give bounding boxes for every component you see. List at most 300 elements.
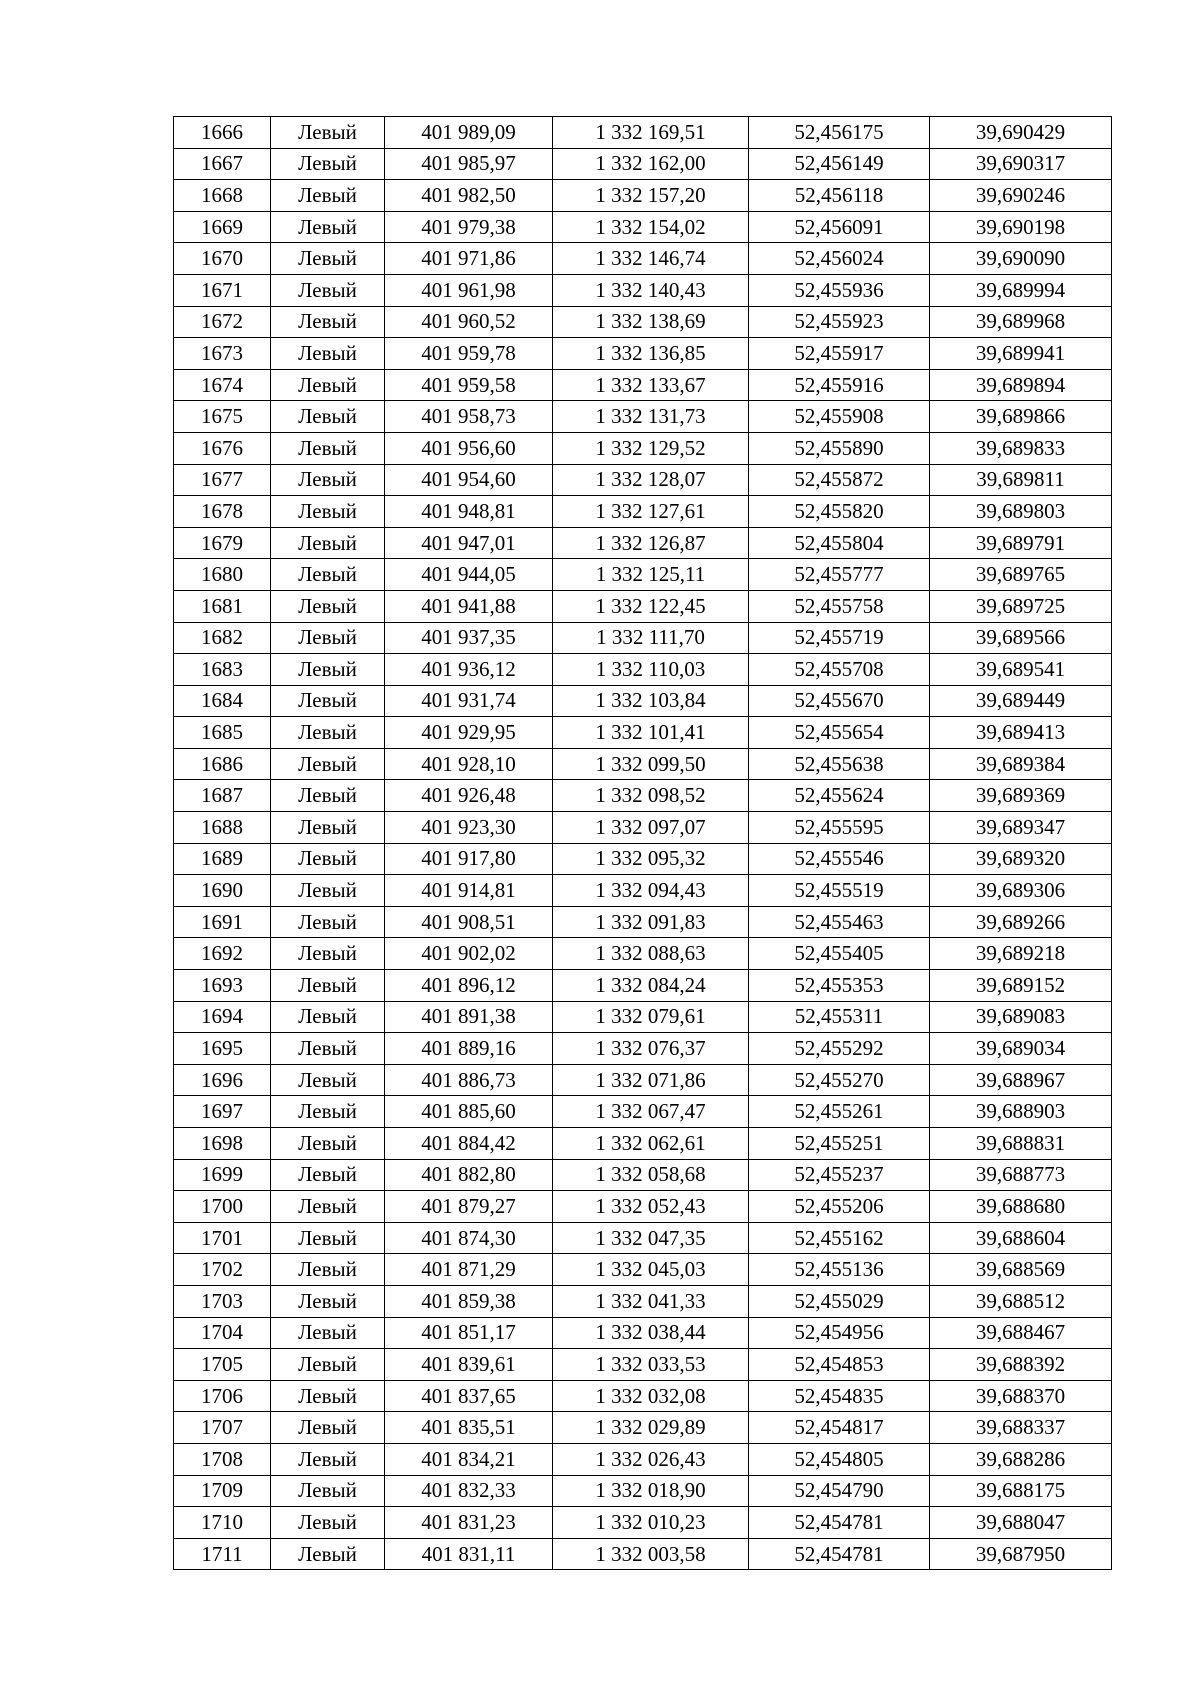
latitude-cell: 52,455820 [749,496,930,528]
table-body [174,117,1112,1570]
side-cell: Левый [271,180,385,212]
latitude-cell: 52,455029 [749,1285,930,1317]
point-number-cell: 1686 [174,748,271,780]
table-row [174,970,1112,1002]
side-cell: Левый [271,1222,385,1254]
table-row [174,622,1112,654]
longitude-cell: 39,689218 [930,938,1112,970]
longitude-cell: 39,688337 [930,1412,1112,1444]
y-coordinate-cell: 1 332 026,43 [553,1443,749,1475]
longitude-cell: 39,688903 [930,1096,1112,1128]
x-coordinate-cell: 401 937,35 [385,622,553,654]
side-cell: Левый [271,1064,385,1096]
point-number-cell: 1669 [174,211,271,243]
latitude-cell: 52,455311 [749,1001,930,1033]
table-row [174,1033,1112,1065]
longitude-cell: 39,688512 [930,1285,1112,1317]
y-coordinate-cell: 1 332 032,08 [553,1380,749,1412]
side-cell: Левый [271,369,385,401]
point-number-cell: 1707 [174,1412,271,1444]
latitude-cell: 52,455463 [749,906,930,938]
point-number-cell: 1673 [174,338,271,370]
latitude-cell: 52,454805 [749,1443,930,1475]
y-coordinate-cell: 1 332 038,44 [553,1317,749,1349]
longitude-cell: 39,688569 [930,1254,1112,1286]
longitude-cell: 39,689449 [930,685,1112,717]
latitude-cell: 52,455670 [749,685,930,717]
longitude-cell: 39,687950 [930,1538,1112,1570]
point-number-cell: 1704 [174,1317,271,1349]
table-row [174,1222,1112,1254]
side-cell: Левый [271,211,385,243]
table-row [174,1064,1112,1096]
latitude-cell: 52,455804 [749,527,930,559]
x-coordinate-cell: 401 954,60 [385,464,553,496]
x-coordinate-cell: 401 884,42 [385,1128,553,1160]
y-coordinate-cell: 1 332 169,51 [553,117,749,149]
side-cell: Левый [271,527,385,559]
table-row [174,1159,1112,1191]
side-cell: Левый [271,843,385,875]
x-coordinate-cell: 401 889,16 [385,1033,553,1065]
latitude-cell: 52,456024 [749,243,930,275]
table-row [174,654,1112,686]
latitude-cell: 52,455923 [749,306,930,338]
y-coordinate-cell: 1 332 062,61 [553,1128,749,1160]
longitude-cell: 39,689725 [930,590,1112,622]
y-coordinate-cell: 1 332 128,07 [553,464,749,496]
longitude-cell: 39,689384 [930,748,1112,780]
latitude-cell: 52,454781 [749,1538,930,1570]
point-number-cell: 1709 [174,1475,271,1507]
y-coordinate-cell: 1 332 122,45 [553,590,749,622]
x-coordinate-cell: 401 834,21 [385,1443,553,1475]
table-row [174,685,1112,717]
table-row [174,1443,1112,1475]
side-cell: Левый [271,1507,385,1539]
x-coordinate-cell: 401 941,88 [385,590,553,622]
point-number-cell: 1678 [174,496,271,528]
latitude-cell: 52,455638 [749,748,930,780]
y-coordinate-cell: 1 332 162,00 [553,148,749,180]
point-number-cell: 1710 [174,1507,271,1539]
latitude-cell: 52,455936 [749,274,930,306]
y-coordinate-cell: 1 332 103,84 [553,685,749,717]
latitude-cell: 52,454817 [749,1412,930,1444]
y-coordinate-cell: 1 332 157,20 [553,180,749,212]
side-cell: Левый [271,1159,385,1191]
latitude-cell: 52,455908 [749,401,930,433]
point-number-cell: 1667 [174,148,271,180]
table-row [174,274,1112,306]
table-row [174,1475,1112,1507]
table-row [174,1001,1112,1033]
point-number-cell: 1677 [174,464,271,496]
table-row [174,1285,1112,1317]
table-row [174,148,1112,180]
side-cell: Левый [271,243,385,275]
x-coordinate-cell: 401 874,30 [385,1222,553,1254]
longitude-cell: 39,689866 [930,401,1112,433]
longitude-cell: 39,690317 [930,148,1112,180]
latitude-cell: 52,455719 [749,622,930,654]
latitude-cell: 52,455519 [749,875,930,907]
y-coordinate-cell: 1 332 047,35 [553,1222,749,1254]
table-row [174,369,1112,401]
longitude-cell: 39,690090 [930,243,1112,275]
longitude-cell: 39,688286 [930,1443,1112,1475]
longitude-cell: 39,689566 [930,622,1112,654]
longitude-cell: 39,690246 [930,180,1112,212]
y-coordinate-cell: 1 332 018,90 [553,1475,749,1507]
side-cell: Левый [271,1349,385,1381]
x-coordinate-cell: 401 891,38 [385,1001,553,1033]
point-number-cell: 1680 [174,559,271,591]
y-coordinate-cell: 1 332 138,69 [553,306,749,338]
side-cell: Левый [271,717,385,749]
point-number-cell: 1692 [174,938,271,970]
x-coordinate-cell: 401 961,98 [385,274,553,306]
point-number-cell: 1696 [174,1064,271,1096]
side-cell: Левый [271,148,385,180]
x-coordinate-cell: 401 959,78 [385,338,553,370]
table-row [174,1538,1112,1570]
x-coordinate-cell: 401 956,60 [385,432,553,464]
x-coordinate-cell: 401 835,51 [385,1412,553,1444]
latitude-cell: 52,454790 [749,1475,930,1507]
side-cell: Левый [271,875,385,907]
x-coordinate-cell: 401 871,29 [385,1254,553,1286]
point-number-cell: 1676 [174,432,271,464]
point-number-cell: 1685 [174,717,271,749]
y-coordinate-cell: 1 332 076,37 [553,1033,749,1065]
side-cell: Левый [271,274,385,306]
longitude-cell: 39,688967 [930,1064,1112,1096]
y-coordinate-cell: 1 332 052,43 [553,1191,749,1223]
side-cell: Левый [271,1254,385,1286]
table-row [174,1128,1112,1160]
latitude-cell: 52,456175 [749,117,930,149]
side-cell: Левый [271,1412,385,1444]
longitude-cell: 39,689765 [930,559,1112,591]
side-cell: Левый [271,1096,385,1128]
point-number-cell: 1681 [174,590,271,622]
y-coordinate-cell: 1 332 095,32 [553,843,749,875]
coordinates-table [173,116,1112,1570]
x-coordinate-cell: 401 851,17 [385,1317,553,1349]
y-coordinate-cell: 1 332 125,11 [553,559,749,591]
y-coordinate-cell: 1 332 079,61 [553,1001,749,1033]
side-cell: Левый [271,1033,385,1065]
side-cell: Левый [271,780,385,812]
point-number-cell: 1708 [174,1443,271,1475]
point-number-cell: 1688 [174,812,271,844]
longitude-cell: 39,690198 [930,211,1112,243]
point-number-cell: 1690 [174,875,271,907]
table-row [174,875,1112,907]
longitude-cell: 39,689266 [930,906,1112,938]
side-cell: Левый [271,559,385,591]
longitude-cell: 39,688370 [930,1380,1112,1412]
latitude-cell: 52,455353 [749,970,930,1002]
side-cell: Левый [271,590,385,622]
y-coordinate-cell: 1 332 058,68 [553,1159,749,1191]
latitude-cell: 52,455270 [749,1064,930,1096]
side-cell: Левый [271,938,385,970]
side-cell: Левый [271,906,385,938]
point-number-cell: 1672 [174,306,271,338]
side-cell: Левый [271,970,385,1002]
y-coordinate-cell: 1 332 133,67 [553,369,749,401]
point-number-cell: 1679 [174,527,271,559]
x-coordinate-cell: 401 859,38 [385,1285,553,1317]
side-cell: Левый [271,496,385,528]
longitude-cell: 39,689034 [930,1033,1112,1065]
latitude-cell: 52,456091 [749,211,930,243]
table-row [174,180,1112,212]
y-coordinate-cell: 1 332 136,85 [553,338,749,370]
x-coordinate-cell: 401 896,12 [385,970,553,1002]
point-number-cell: 1695 [174,1033,271,1065]
table-row [174,211,1112,243]
x-coordinate-cell: 401 936,12 [385,654,553,686]
table-row [174,464,1112,496]
side-cell: Левый [271,1538,385,1570]
point-number-cell: 1702 [174,1254,271,1286]
table-row [174,559,1112,591]
x-coordinate-cell: 401 948,81 [385,496,553,528]
point-number-cell: 1675 [174,401,271,433]
y-coordinate-cell: 1 332 010,23 [553,1507,749,1539]
side-cell: Левый [271,1380,385,1412]
longitude-cell: 39,689803 [930,496,1112,528]
y-coordinate-cell: 1 332 140,43 [553,274,749,306]
side-cell: Левый [271,401,385,433]
point-number-cell: 1698 [174,1128,271,1160]
side-cell: Левый [271,117,385,149]
longitude-cell: 39,688047 [930,1507,1112,1539]
point-number-cell: 1687 [174,780,271,812]
y-coordinate-cell: 1 332 003,58 [553,1538,749,1570]
longitude-cell: 39,689941 [930,338,1112,370]
x-coordinate-cell: 401 886,73 [385,1064,553,1096]
x-coordinate-cell: 401 944,05 [385,559,553,591]
point-number-cell: 1670 [174,243,271,275]
latitude-cell: 52,455261 [749,1096,930,1128]
y-coordinate-cell: 1 332 029,89 [553,1412,749,1444]
x-coordinate-cell: 401 971,86 [385,243,553,275]
y-coordinate-cell: 1 332 126,87 [553,527,749,559]
y-coordinate-cell: 1 332 067,47 [553,1096,749,1128]
longitude-cell: 39,689320 [930,843,1112,875]
y-coordinate-cell: 1 332 101,41 [553,717,749,749]
longitude-cell: 39,688604 [930,1222,1112,1254]
table-row [174,527,1112,559]
y-coordinate-cell: 1 332 146,74 [553,243,749,275]
x-coordinate-cell: 401 928,10 [385,748,553,780]
table-row [174,243,1112,275]
latitude-cell: 52,455917 [749,338,930,370]
latitude-cell: 52,455251 [749,1128,930,1160]
y-coordinate-cell: 1 332 045,03 [553,1254,749,1286]
y-coordinate-cell: 1 332 110,03 [553,654,749,686]
point-number-cell: 1684 [174,685,271,717]
x-coordinate-cell: 401 885,60 [385,1096,553,1128]
x-coordinate-cell: 401 837,65 [385,1380,553,1412]
table-row [174,117,1112,149]
latitude-cell: 52,455708 [749,654,930,686]
y-coordinate-cell: 1 332 111,70 [553,622,749,654]
side-cell: Левый [271,1475,385,1507]
latitude-cell: 52,455595 [749,812,930,844]
y-coordinate-cell: 1 332 091,83 [553,906,749,938]
point-number-cell: 1701 [174,1222,271,1254]
point-number-cell: 1706 [174,1380,271,1412]
latitude-cell: 52,455916 [749,369,930,401]
y-coordinate-cell: 1 332 154,02 [553,211,749,243]
y-coordinate-cell: 1 332 097,07 [553,812,749,844]
x-coordinate-cell: 401 958,73 [385,401,553,433]
point-number-cell: 1674 [174,369,271,401]
x-coordinate-cell: 401 879,27 [385,1191,553,1223]
latitude-cell: 52,455872 [749,464,930,496]
table-row [174,1380,1112,1412]
x-coordinate-cell: 401 929,95 [385,717,553,749]
longitude-cell: 39,689152 [930,970,1112,1002]
side-cell: Левый [271,622,385,654]
latitude-cell: 52,455405 [749,938,930,970]
side-cell: Левый [271,1443,385,1475]
table-row [174,590,1112,622]
latitude-cell: 52,454956 [749,1317,930,1349]
x-coordinate-cell: 401 960,52 [385,306,553,338]
x-coordinate-cell: 401 902,02 [385,938,553,970]
table-row [174,812,1112,844]
y-coordinate-cell: 1 332 127,61 [553,496,749,528]
table-row [174,1254,1112,1286]
longitude-cell: 39,689833 [930,432,1112,464]
y-coordinate-cell: 1 332 071,86 [553,1064,749,1096]
table-row [174,906,1112,938]
longitude-cell: 39,689413 [930,717,1112,749]
point-number-cell: 1689 [174,843,271,875]
x-coordinate-cell: 401 947,01 [385,527,553,559]
table-row [174,1507,1112,1539]
latitude-cell: 52,455654 [749,717,930,749]
point-number-cell: 1699 [174,1159,271,1191]
latitude-cell: 52,455890 [749,432,930,464]
longitude-cell: 39,689811 [930,464,1112,496]
x-coordinate-cell: 401 832,33 [385,1475,553,1507]
y-coordinate-cell: 1 332 094,43 [553,875,749,907]
side-cell: Левый [271,1191,385,1223]
table-row [174,1412,1112,1444]
x-coordinate-cell: 401 979,38 [385,211,553,243]
latitude-cell: 52,455206 [749,1191,930,1223]
longitude-cell: 39,690429 [930,117,1112,149]
x-coordinate-cell: 401 982,50 [385,180,553,212]
x-coordinate-cell: 401 931,74 [385,685,553,717]
table-row [174,938,1112,970]
y-coordinate-cell: 1 332 033,53 [553,1349,749,1381]
y-coordinate-cell: 1 332 088,63 [553,938,749,970]
side-cell: Левый [271,1317,385,1349]
latitude-cell: 52,455237 [749,1159,930,1191]
table-row [174,1191,1112,1223]
side-cell: Левый [271,685,385,717]
latitude-cell: 52,455624 [749,780,930,812]
side-cell: Левый [271,812,385,844]
longitude-cell: 39,689347 [930,812,1112,844]
point-number-cell: 1703 [174,1285,271,1317]
longitude-cell: 39,688175 [930,1475,1112,1507]
longitude-cell: 39,688392 [930,1349,1112,1381]
x-coordinate-cell: 401 908,51 [385,906,553,938]
y-coordinate-cell: 1 332 098,52 [553,780,749,812]
latitude-cell: 52,456149 [749,148,930,180]
x-coordinate-cell: 401 985,97 [385,148,553,180]
table-row [174,717,1112,749]
latitude-cell: 52,455292 [749,1033,930,1065]
longitude-cell: 39,688831 [930,1128,1112,1160]
x-coordinate-cell: 401 926,48 [385,780,553,812]
latitude-cell: 52,455777 [749,559,930,591]
side-cell: Левый [271,432,385,464]
y-coordinate-cell: 1 332 099,50 [553,748,749,780]
side-cell: Левый [271,464,385,496]
longitude-cell: 39,689369 [930,780,1112,812]
point-number-cell: 1694 [174,1001,271,1033]
x-coordinate-cell: 401 959,58 [385,369,553,401]
side-cell: Левый [271,306,385,338]
x-coordinate-cell: 401 831,23 [385,1507,553,1539]
longitude-cell: 39,688680 [930,1191,1112,1223]
longitude-cell: 39,688773 [930,1159,1112,1191]
x-coordinate-cell: 401 914,81 [385,875,553,907]
point-number-cell: 1697 [174,1096,271,1128]
latitude-cell: 52,455162 [749,1222,930,1254]
point-number-cell: 1700 [174,1191,271,1223]
latitude-cell: 52,454781 [749,1507,930,1539]
x-coordinate-cell: 401 882,80 [385,1159,553,1191]
point-number-cell: 1671 [174,274,271,306]
x-coordinate-cell: 401 923,30 [385,812,553,844]
latitude-cell: 52,455546 [749,843,930,875]
point-number-cell: 1682 [174,622,271,654]
table-row [174,843,1112,875]
latitude-cell: 52,455136 [749,1254,930,1286]
side-cell: Левый [271,1285,385,1317]
x-coordinate-cell: 401 917,80 [385,843,553,875]
longitude-cell: 39,689083 [930,1001,1112,1033]
longitude-cell: 39,689894 [930,369,1112,401]
point-number-cell: 1666 [174,117,271,149]
table-row [174,1096,1112,1128]
y-coordinate-cell: 1 332 041,33 [553,1285,749,1317]
latitude-cell: 52,454853 [749,1349,930,1381]
point-number-cell: 1668 [174,180,271,212]
side-cell: Левый [271,748,385,780]
point-number-cell: 1711 [174,1538,271,1570]
point-number-cell: 1705 [174,1349,271,1381]
table-row [174,1349,1112,1381]
side-cell: Левый [271,1001,385,1033]
latitude-cell: 52,455758 [749,590,930,622]
x-coordinate-cell: 401 831,11 [385,1538,553,1570]
table-row [174,401,1112,433]
point-number-cell: 1691 [174,906,271,938]
table-row [174,338,1112,370]
